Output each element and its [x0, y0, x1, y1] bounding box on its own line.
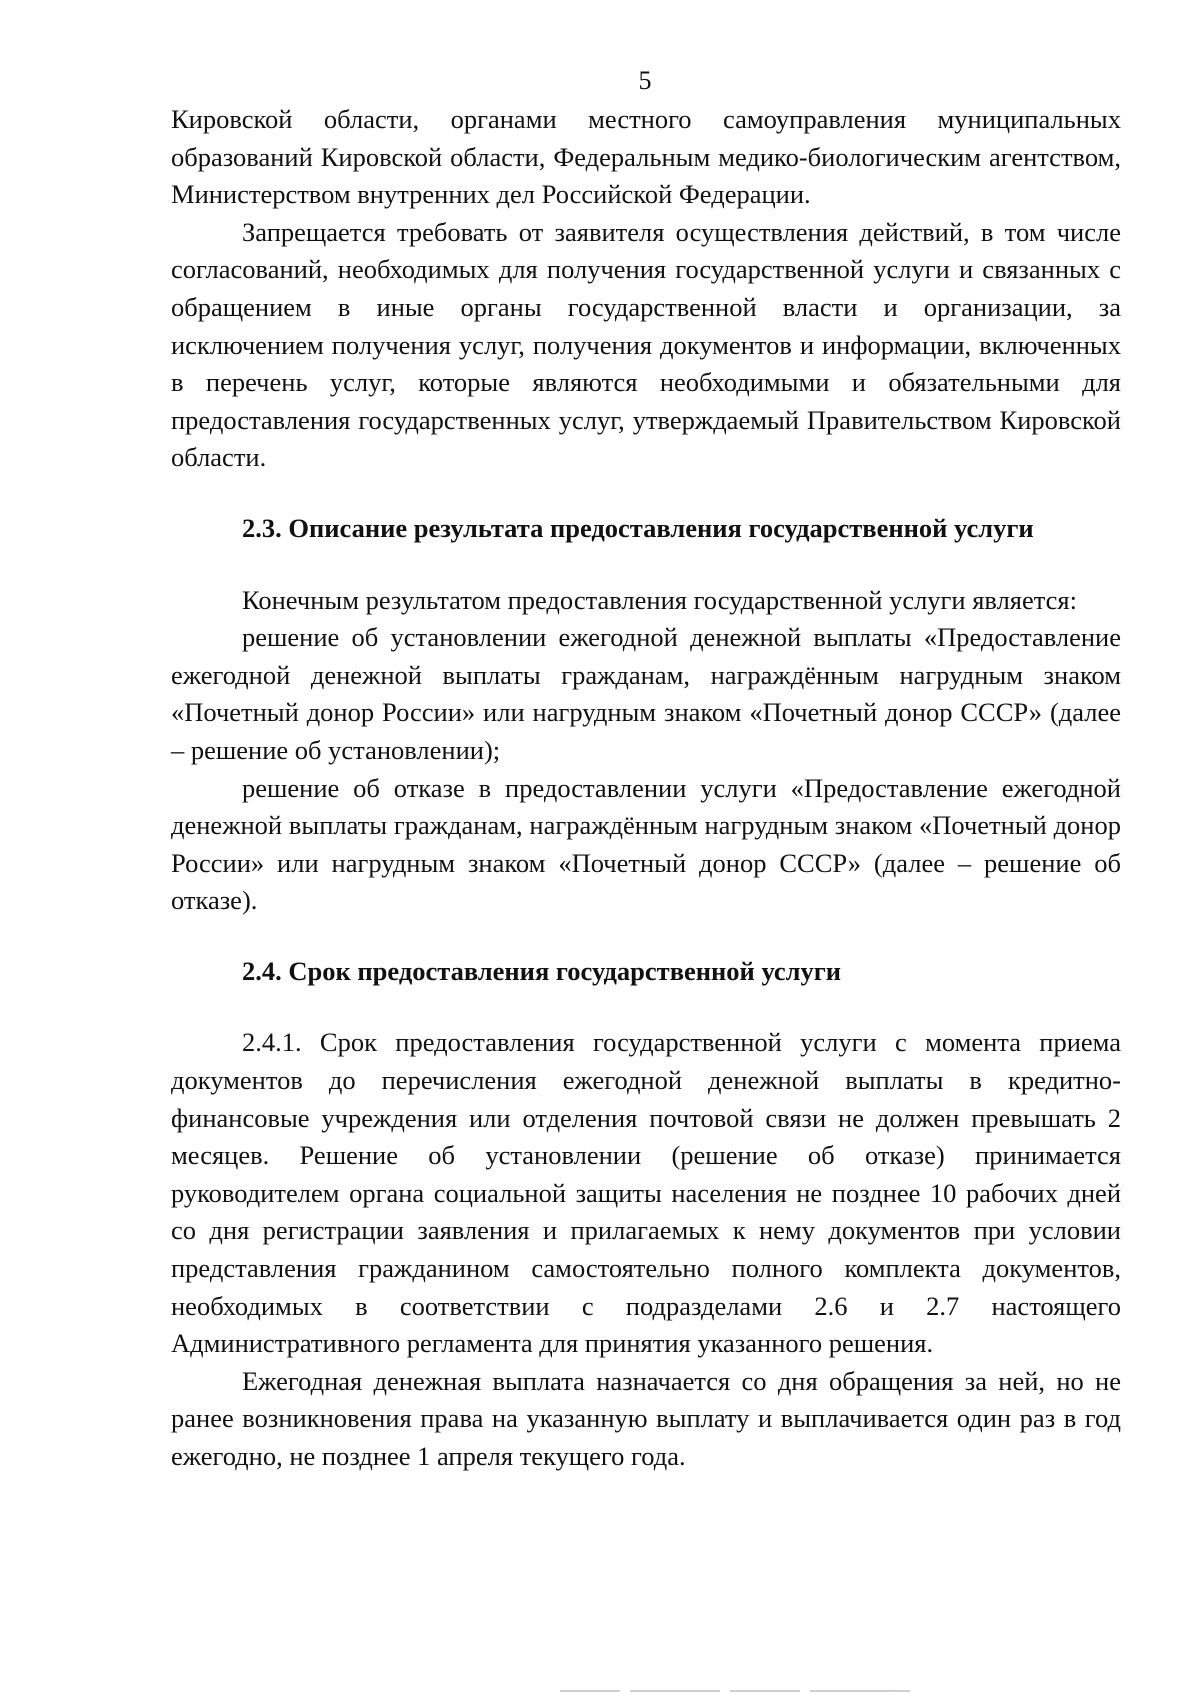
- document-body: [171, 101, 1121, 1476]
- page-number: 5: [638, 66, 652, 95]
- paragraph-term-2-4-1: 2.4.1. Срок предоставления государственной услуги с момента приема документов до перечисления ежегодной денежной выплаты в кредитно-финансовые учреждения или отделения почтовой связи не должен превышать 2 месяцев. Решение об установлении (решение об отказе) принимается руководителем органа социальной защиты населения не позднее 10 рабочих дней со дня регистрации заявления и прилагаемых к нему документов при условии представления гражданином самостоятельно полного комплекта документов, необходимых в соответствии с подразделами 2.6 и 2.7 настоящего Административного регламента для принятия указанного решения.: [171, 1027, 1121, 1359]
- paragraph-result-refusal: решение об отказе в предоставлении услуги «Предоставление ежегодной денежной выплаты гражданам, награждённым нагрудным знаком «Почетный донор России» или нагрудным знаком «Почетный донор СССР» (далее – решение об отказе).: [171, 772, 1121, 916]
- paragraph-continuation: Кировской области, органами местного самоуправления муниципальных образований Кировской области, Федеральным медико-биологическим агентством, Министерством внутренних дел Российской Федерации.: [171, 104, 1121, 210]
- section-heading-2-4: 2.4. Срок предоставления государственной услуги: [242, 955, 842, 986]
- paragraph-result-approval: решение об установлении ежегодной денежной выплаты «Предоставление ежегодной денежной выплаты гражданам, награждённым нагрудным знаком «Почетный донор России» или нагрудным знаком «Почетный донор СССР» (далее – решение об установлении);: [171, 622, 1121, 765]
- paragraph-result-intro: Конечным результатом предоставления государственной услуги является:: [242, 584, 1077, 615]
- section-heading-2-3: 2.3. Описание результата предоставления государственной услуги: [242, 512, 1034, 543]
- paragraph-prohibition: Запрещается требовать от заявителя осуществления действий, в том числе согласований, необходимых для получения государственной услуги и связанных с обращением в иные органы государственной власти и организации, за исключением получения услуг, получения документов и информации, включенных в перечень услуг, которые являются необходимыми и обязательными для предоставления государственных услуг, утверждаемый Правительством Кировской области.: [171, 216, 1121, 473]
- scan-artifact-line: [560, 1682, 940, 1688]
- paragraph-annual-payment: Ежегодная денежная выплата назначается со дня обращения за ней, но не ранее возникновения права на указанную выплату и выплачивается один раз в год ежегодно, не позднее 1 апреля текущего года.: [171, 1365, 1121, 1471]
